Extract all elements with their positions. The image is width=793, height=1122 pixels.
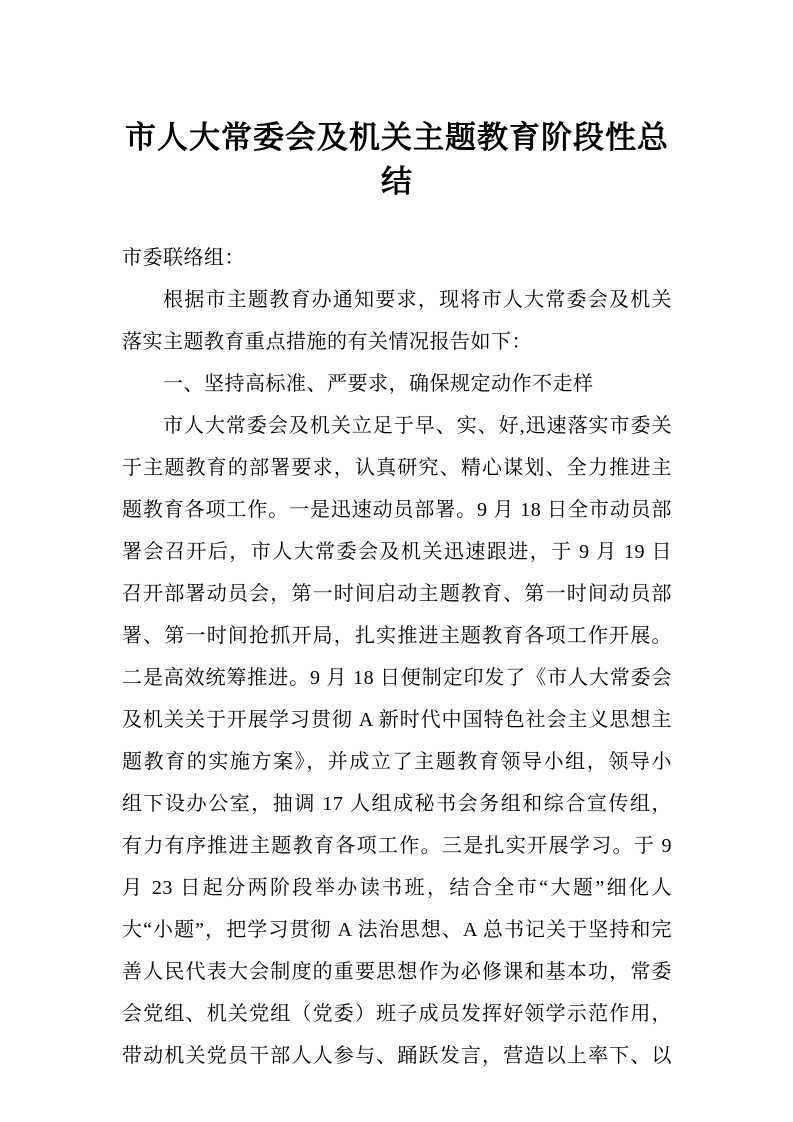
intro-line: 落实主题教育重点措施的有关情况报告如下： [122,331,532,353]
document-body [122,237,672,1077]
section-heading-line: 一、坚持高标准、严要求，确保规定动作不走样 [163,373,594,395]
body-line: 署会召开后，市人大常委会及机关迅速跟进，于 9 月 19 日 [122,541,672,563]
body-line: 善人民代表大会制度的重要思想作为必修课和基本功，常委 [122,961,672,983]
body-line: 会党组、机关党组（党委）班子成员发挥好领学示范作用， [122,1003,672,1025]
body-line: 大“小题”，把学习贯彻 A 法治思想、A 总书记关于坚持和完 [122,919,672,941]
body-line: 题教育的实施方案》，并成立了主题教育领导小组，领导小 [122,751,672,773]
body-line: 及机关关于开展学习贯彻 A 新时代中国特色社会主义思想主 [122,709,672,731]
body-line: 于主题教育的部署要求，认真研究、精心谋划、全力推进主 [122,457,672,479]
body-line: 月 23 日起分两阶段举办读书班，结合全市“大题”细化人 [122,877,672,899]
body-line: 署、第一时间抢抓开局，扎实推进主题教育各项工作开展。 [122,625,672,647]
salutation-line: 市委联络组： [122,247,245,269]
body-line: 二是高效统筹推进。9 月 18 日便制定印发了《市人大常委会 [122,667,672,689]
body-line: 带动机关党员干部人人参与、踊跃发言，营造以上率下、以 [122,1045,672,1067]
body-line: 题教育各项工作。一是迅速动员部署。9 月 18 日全市动员部 [122,499,672,521]
body-line: 组下设办公室，抽调 17 人组成秘书会务组和综合宣传组， [122,793,672,815]
intro-line: 根据市主题教育办通知要求，现将市人大常委会及机关 [163,289,672,311]
body-line: 召开部署动员会，第一时间启动主题教育、第一时间动员部 [122,583,672,605]
document-title: 市人大常委会及机关主题教育阶段性总结 [125,120,669,199]
body-line: 有力有序推进主题教育各项工作。三是扎实开展学习。于 9 [122,835,672,857]
body-line: 市人大常委会及机关立足于早、实、好,迅速落实市委关 [163,415,672,437]
